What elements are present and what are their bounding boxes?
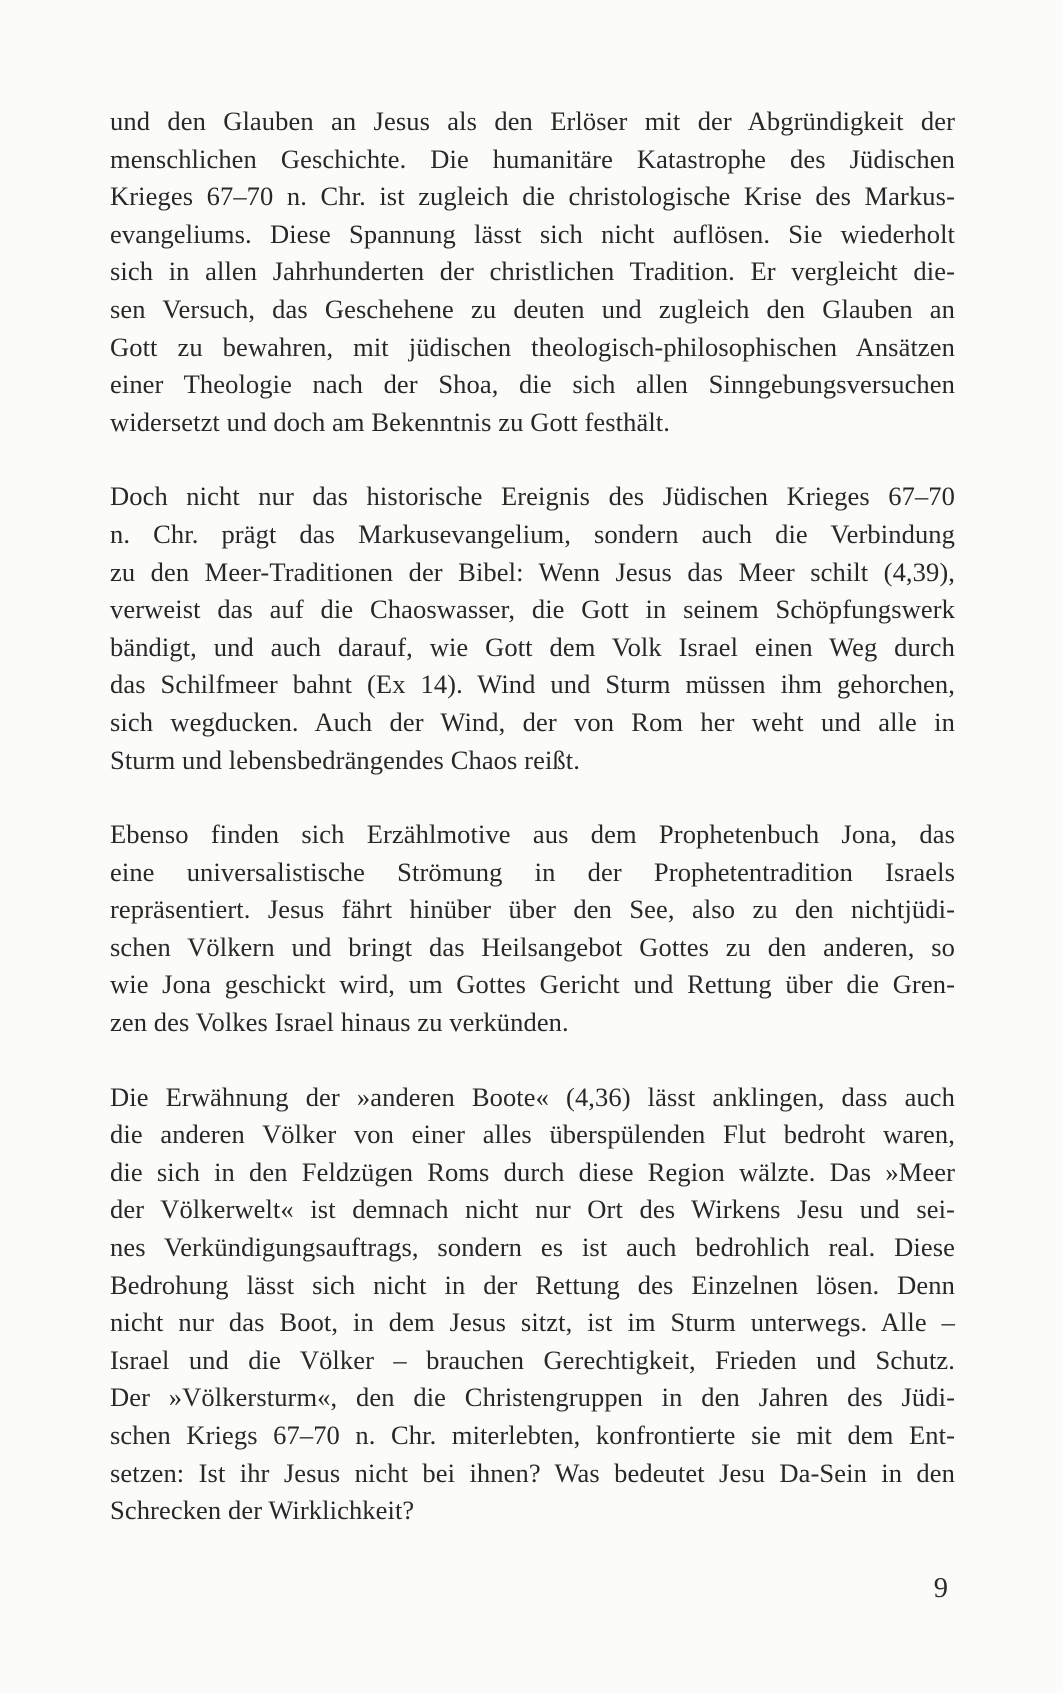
body-text bbox=[110, 103, 955, 1530]
text-line: repräsentiert. Jesus fährt hinüber über den See, also zu den nichtjüdi- bbox=[110, 894, 955, 925]
text-line: n. Chr. prägt das Markusevangelium, sondern auch die Verbindung bbox=[110, 518, 955, 549]
text-line: Gott zu bewahren, mit jüdischen theologisch-philosophischen Ansätzen bbox=[110, 331, 955, 362]
text-line: widersetzt und doch am Bekenntnis zu Gott festhält. bbox=[110, 406, 670, 437]
paragraph bbox=[110, 1079, 955, 1530]
text-line: wie Jona geschickt wird, um Gottes Gericht und Rettung über die Gren- bbox=[110, 969, 955, 1000]
text-line: eine universalistische Strömung in der Prophetentradition Israels bbox=[110, 856, 955, 887]
text-line: Der »Völkersturm«, den die Christengruppen in den Jahren des Jüdi- bbox=[110, 1382, 955, 1413]
text-line: bändigt, und auch darauf, wie Gott dem Volk Israel einen Weg durch bbox=[110, 631, 955, 662]
text-line: setzen: Ist ihr Jesus nicht bei ihnen? Was bedeutet Jesu Da-Sein in den bbox=[110, 1457, 955, 1488]
text-line: und den Glauben an Jesus als den Erlöser mit der Abgründigkeit der bbox=[110, 106, 955, 136]
text-line: Israel und die Völker – brauchen Gerechtigkeit, Frieden und Schutz. bbox=[110, 1344, 955, 1375]
text-line: Bedrohung lässt sich nicht in der Rettung des Einzelnen lösen. Denn bbox=[110, 1269, 955, 1300]
text-line: nes Verkündigungsauftrags, sondern es ist auch bedrohlich real. Diese bbox=[110, 1232, 955, 1263]
text-line: sich in allen Jahrhunderten der christlichen Tradition. Er vergleicht die- bbox=[110, 256, 955, 287]
text-line: schen Völkern und bringt das Heilsangebot Gottes zu den anderen, so bbox=[110, 931, 955, 962]
text-line: die anderen Völker von einer alles überspülenden Flut bedroht waren, bbox=[110, 1119, 955, 1150]
text-line: Krieges 67–70 n. Chr. ist zugleich die christologische Krise des Markus- bbox=[110, 181, 955, 212]
text-line: sen Versuch, das Geschehene zu deuten und zugleich den Glauben an bbox=[110, 293, 955, 324]
text-line: zen des Volkes Israel hinaus zu verkünden. bbox=[110, 1007, 569, 1038]
text-line: Die Erwähnung der »anderen Boote« (4,36) lässt anklingen, dass auch bbox=[110, 1081, 955, 1112]
text-line: einer Theologie nach der Shoa, die sich allen Sinngebungsversuchen bbox=[110, 369, 955, 400]
text-line: nicht nur das Boot, in dem Jesus sitzt, ist im Sturm unterwegs. Alle – bbox=[110, 1307, 955, 1338]
text-line: Doch nicht nur das historische Ereignis des Jüdischen Krieges 67–70 bbox=[110, 481, 955, 512]
text-line: Schrecken der Wirklichkeit? bbox=[110, 1495, 415, 1526]
text-line: das Schilfmeer bahnt (Ex 14). Wind und Sturm müssen ihm gehorchen, bbox=[110, 669, 955, 700]
paragraph bbox=[110, 816, 955, 1042]
text-line: evangeliums. Diese Spannung lässt sich nicht auflösen. Sie wiederholt bbox=[110, 218, 955, 249]
paragraph bbox=[110, 103, 955, 441]
text-line: zu den Meer-Traditionen der Bibel: Wenn Jesus das Meer schilt (4,39), bbox=[110, 556, 955, 587]
text-line: die sich in den Feldzügen Roms durch diese Region wälzte. Das »Meer bbox=[110, 1156, 955, 1187]
text-line: Ebenso finden sich Erzählmotive aus dem Prophetenbuch Jona, das bbox=[110, 819, 955, 850]
page-number: 9 bbox=[933, 1573, 948, 1604]
text-line: verweist das auf die Chaoswasser, die Gott in seinem Schöpfungswerk bbox=[110, 594, 955, 625]
paragraph bbox=[110, 478, 955, 779]
text-line: Sturm und lebensbedrängendes Chaos reißt. bbox=[110, 744, 580, 775]
text-line: schen Kriegs 67–70 n. Chr. miterlebten, konfrontierte sie mit dem Ent- bbox=[110, 1420, 955, 1450]
text-line: menschlichen Geschichte. Die humanitäre Katastrophe des Jüdischen bbox=[110, 143, 955, 174]
text-line: der Völkerwelt« ist demnach nicht nur Ort des Wirkens Jesu und sei- bbox=[110, 1194, 955, 1225]
text-line: sich wegducken. Auch der Wind, der von Rom her weht und alle in bbox=[110, 706, 955, 737]
